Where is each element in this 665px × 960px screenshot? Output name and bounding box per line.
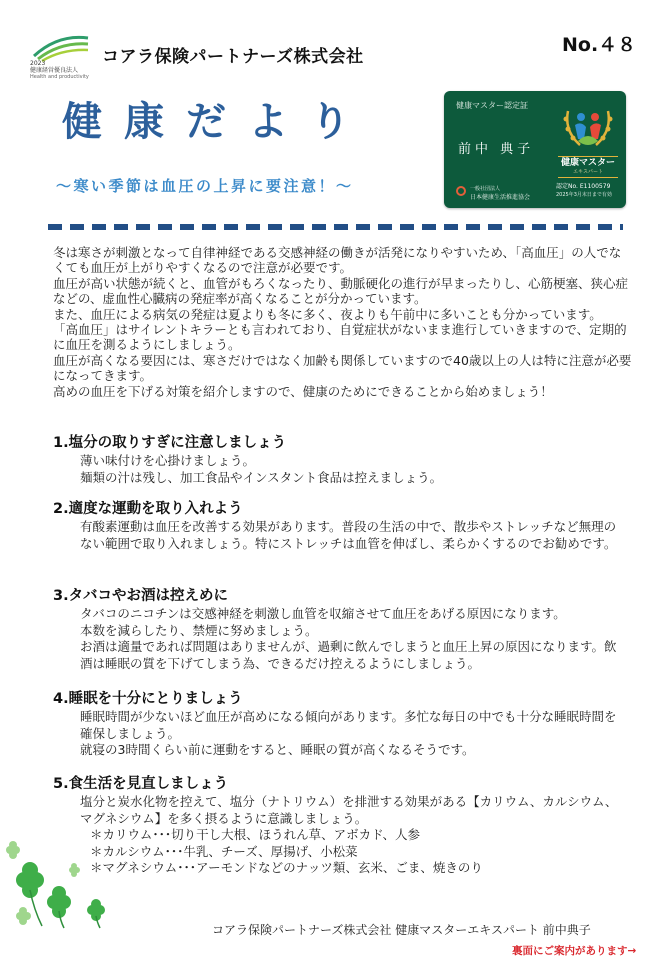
intro-paragraph: 血圧が高い状態が続くと、血管がもろくなったり、動脈硬化の進行が早まったりし、心筋梗塞、狭心症などの、虚血性心臓病の発症率が高くなることが分かっています。	[53, 275, 629, 307]
card-cert-number: 認定No. E1100579	[556, 183, 611, 190]
card-badge	[558, 156, 618, 178]
section-body	[80, 606, 628, 672]
card-organization: 日本健康生活推進協会	[470, 194, 531, 201]
section-line: 薄い味付けを心掛けましょう。	[80, 453, 256, 468]
card-badge-title: 健康マスター	[560, 158, 615, 168]
logo-label: 健康経営優良法人	[30, 67, 79, 74]
section-body	[80, 709, 628, 759]
section-line: 塩分と炭水化物を控えて、塩分（ナトリウム）を排泄する効果がある【カリウム、カルシウム、マグネシウム】を多く摂るように意識しましょう。	[80, 794, 618, 826]
intro-paragraph: 血圧が高くなる要因には、寒さだけではなく加齢も関係していますので40歳以上の人は特に注意が必要になってきます。	[53, 352, 632, 384]
section-line: 本数を減らしたり、禁煙に努めましょう。	[80, 622, 318, 638]
intro-paragraph: 高めの血圧を下げる対策を紹介しますので、健康のためにできることから始めましょう！	[53, 383, 553, 399]
newsletter-subtitle: 〜寒い季節は血圧の上昇に要注意！〜	[56, 177, 354, 195]
issue-number: No.４８	[562, 34, 637, 56]
section-heading: 2.適度な運動を取り入れよう	[53, 501, 243, 517]
logo-label-en: Health and productivity	[30, 74, 89, 80]
section-salt	[53, 434, 628, 486]
section-line: 有酸素運動は血圧を改善する効果があります。普段の生活の中で、散歩やストレッチなど無理のない範囲で取り入れましょう。特にストレッチは血管を伸ばし、柔らかくするのでお勧めです。	[80, 519, 617, 551]
card-org-type: 一般社団法人	[470, 186, 501, 192]
section-line: 就寝の3時間くらい前に運動をすると、睡眠の質が高くなるそうです。	[80, 742, 475, 758]
card-badge-subtitle: エキスパート	[573, 169, 603, 175]
section-heading: 3.タバコやお酒は控えめに	[53, 588, 228, 604]
card-valid-until: 2025年3月末日まで有効	[556, 192, 612, 198]
organization-logo-icon	[456, 186, 466, 196]
section-tobacco-alcohol	[53, 587, 628, 672]
company-name: コアラ保険パートナーズ株式会社	[102, 47, 364, 67]
intro-paragraph: また、血圧による病気の発症は夏よりも冬に多く、夜よりも午前中に多いことも分かっています。	[53, 306, 602, 322]
list-item: ＊マグネシウム･･･アーモンドなどのナッツ類、玄米、ごま、焼きのり	[90, 860, 483, 876]
intro-paragraph: 「高血圧」はサイレントキラーとも言われており、自覚症状がないまま進行していきますので、定期的に血圧を測るようにしましょう。	[53, 322, 627, 353]
section-line: 麺類の汁は残し、加工食品やインスタント食品は控えましょう。	[80, 469, 443, 485]
card-holder-name: 前中 典子	[458, 142, 535, 157]
section-heading: 5.食生活を見直しましょう	[53, 776, 229, 792]
list-item: ＊カリウム･･･切り干し大根、ほうれん草、アボカド、人参	[90, 827, 421, 843]
logo-year: 2023	[30, 60, 46, 67]
section-body	[80, 453, 628, 486]
newsletter-title: 健康だより	[62, 99, 372, 145]
laurel-emblem-icon	[560, 101, 616, 153]
back-page-notice: 裏面にご案内があります→	[512, 945, 637, 957]
section-heading: 4.睡眠を十分にとりましょう	[53, 691, 243, 707]
section-diet	[53, 775, 628, 877]
dashed-divider	[48, 224, 623, 230]
intro-paragraph: 冬は寒さが刺激となって自律神経である交感神経の働きが活発になりやすいため、「高血圧」の人でなくても血圧が上がりやすくなるので注意が必要です。	[53, 245, 622, 276]
certificate-card	[444, 91, 626, 208]
food-list	[90, 827, 628, 877]
section-line: タバコのニコチンは交感神経を刺激し血管を収縮させて血圧をあげる原因になります。	[80, 606, 566, 621]
section-heading: 1.塩分の取りすぎに注意しましょう	[53, 435, 287, 451]
list-item: ＊カルシウム･･･牛乳、チーズ、厚揚げ、小松菜	[90, 843, 358, 859]
card-heading: 健康マスター認定証	[456, 101, 528, 110]
section-line: 睡眠時間が少ないほど血圧が高めになる傾向があります。多忙な毎日の中でも十分な睡眠時間を確保しましょう。	[80, 709, 617, 741]
section-body	[80, 519, 628, 552]
intro-text	[53, 245, 633, 399]
section-line: お酒は適量であれば問題はありませんが、過剰に飲んでしまうと血圧上昇の原因になります。飲酒は睡眠の質を下げてしまう為、できるだけ控えるようにしましょう。	[80, 639, 617, 671]
section-exercise	[53, 500, 628, 552]
section-body	[80, 794, 628, 877]
section-sleep	[53, 690, 628, 759]
author-credit: コアラ保険パートナーズ株式会社 健康マスターエキスパート 前中典子	[212, 923, 591, 937]
clover-decoration-icon	[2, 830, 127, 930]
